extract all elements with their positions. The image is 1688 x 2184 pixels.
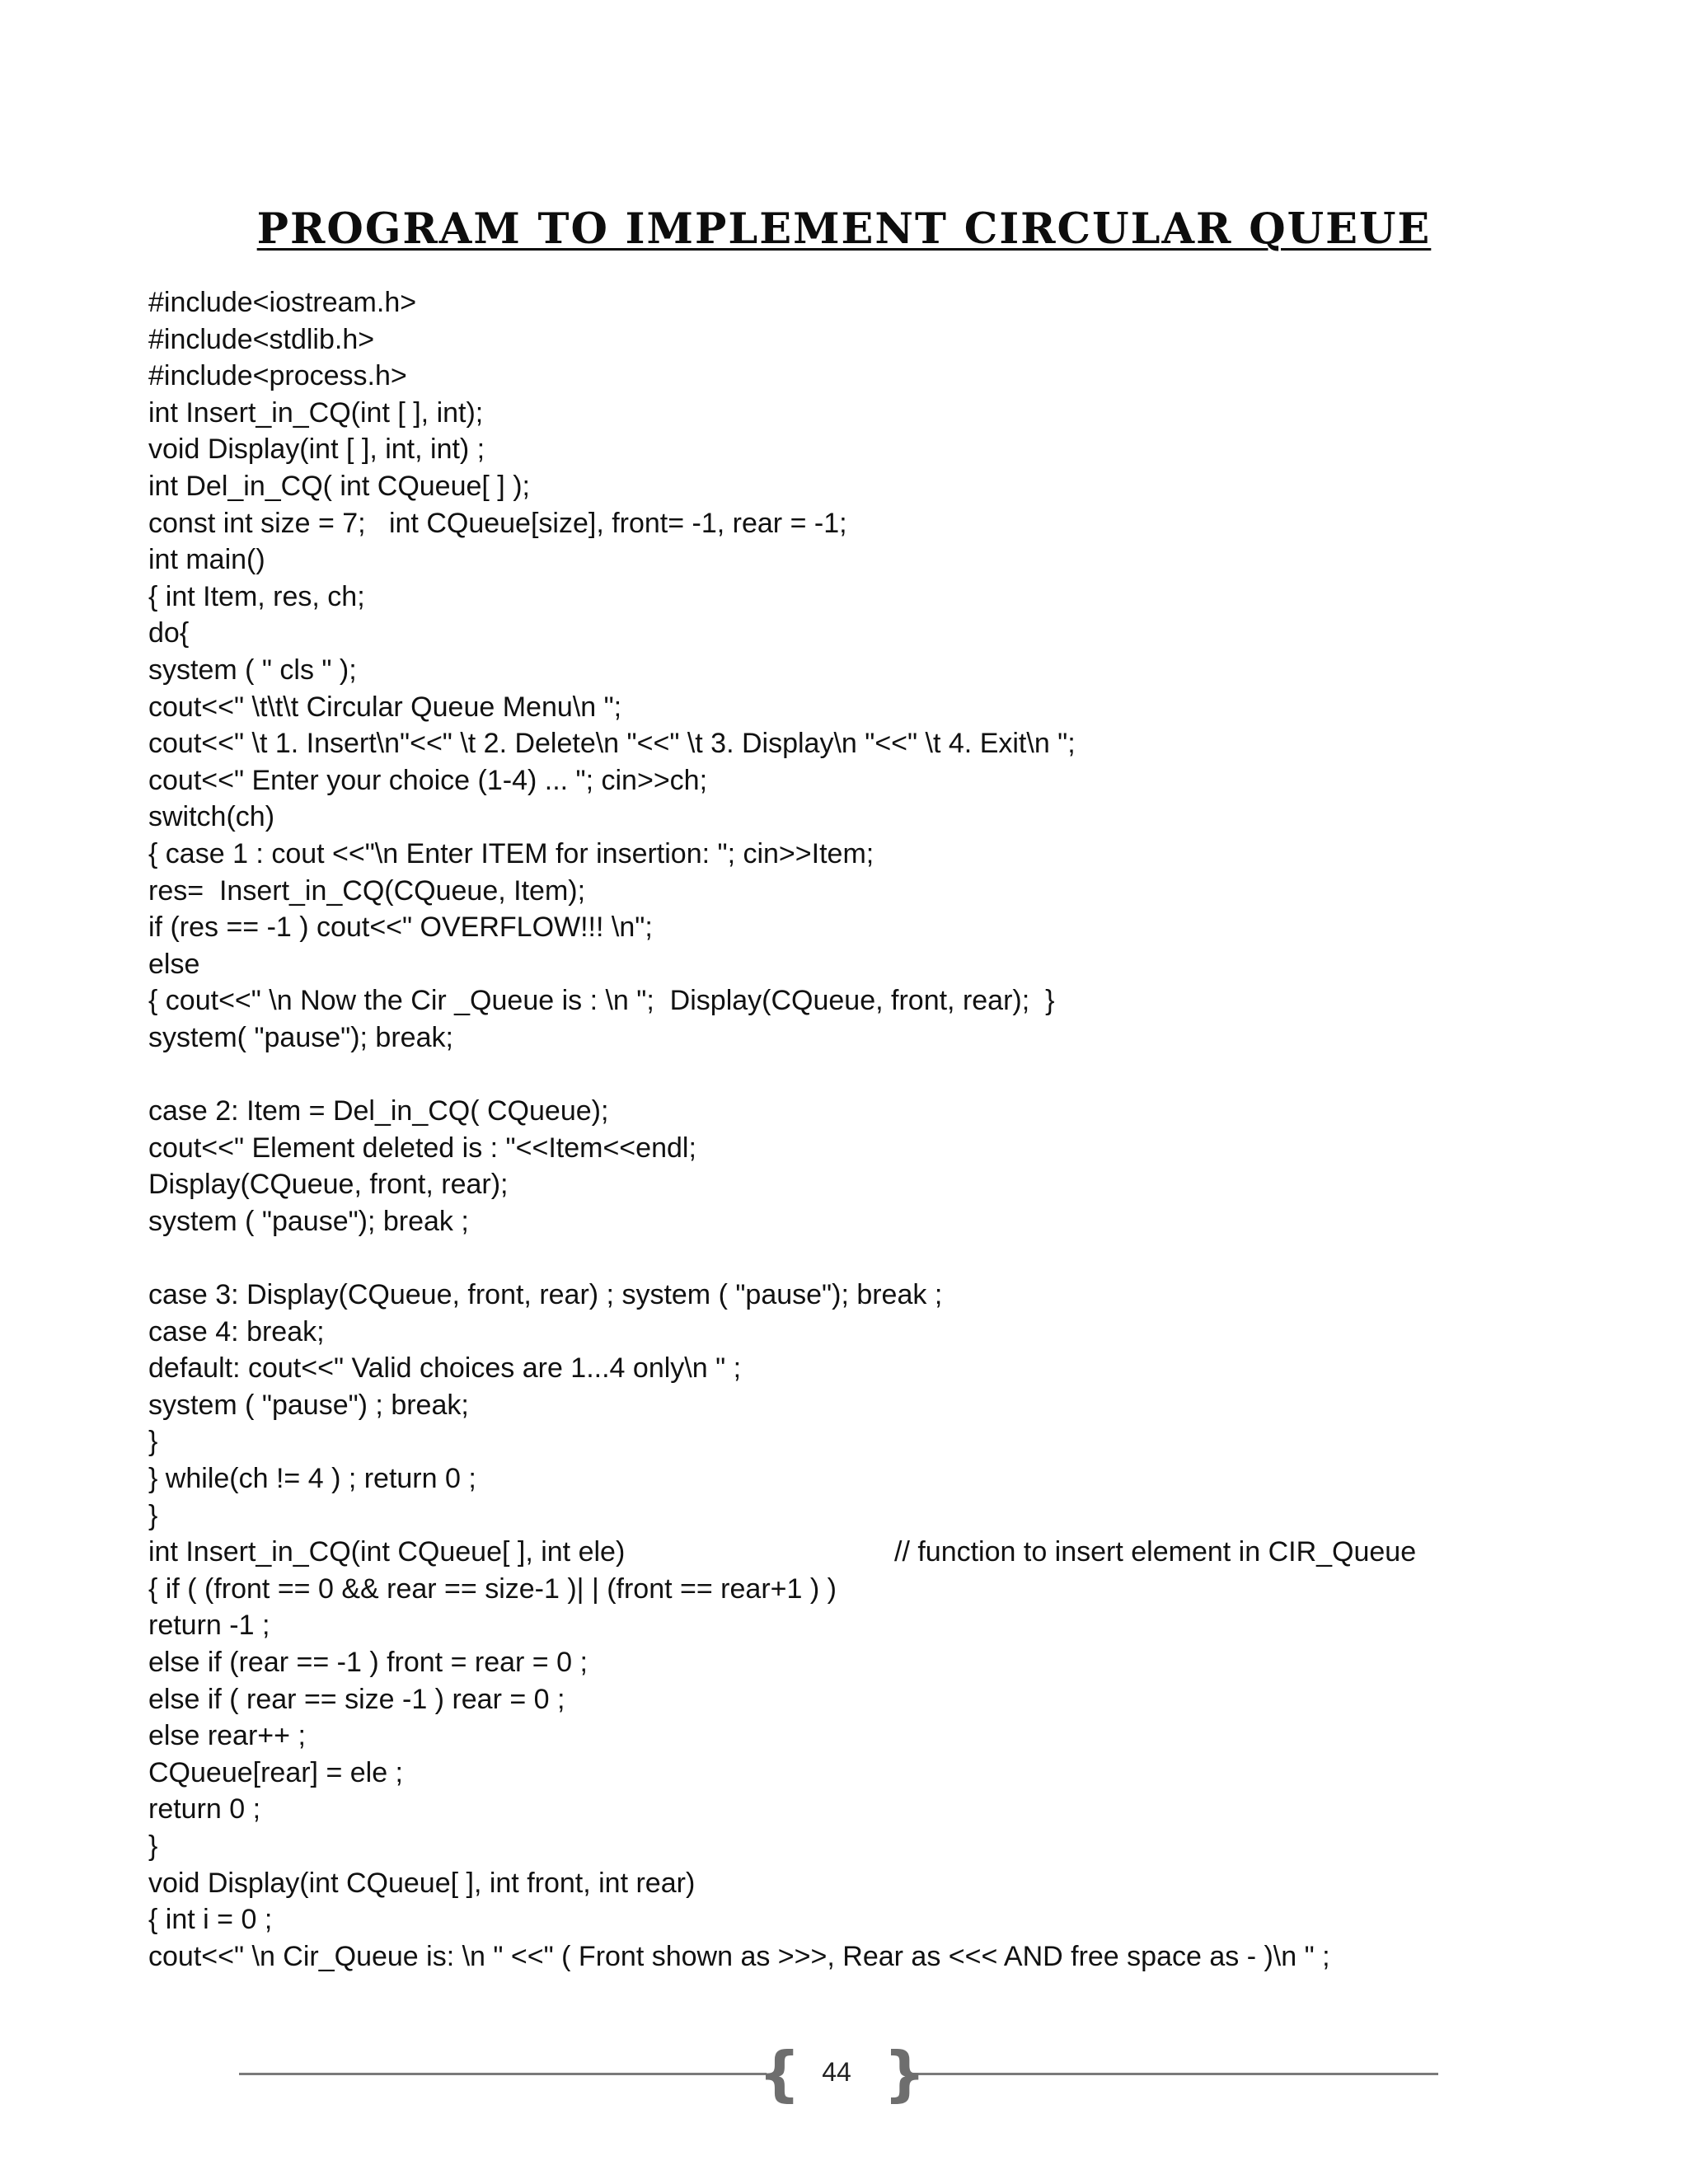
code-line: case 2: Item = Del_in_CQ( CQueue);: [148, 1095, 609, 1127]
code-line: #include<stdlib.h>: [148, 323, 375, 355]
code-line: const int size = 7; int CQueue[size], front= -1, rear = -1;: [148, 507, 847, 539]
code-line: if (res == -1 ) cout<<" OVERFLOW!!! \n";: [148, 912, 653, 944]
right-brace-icon: }: [884, 2039, 926, 2108]
code-line: cout<<" \n Cir_Queue is: \n " <<" ( Front shown as >>>, Rear as <<< AND free space as - )\n " ;: [148, 1940, 1330, 1972]
code-line: }: [148, 1426, 158, 1458]
code-line: void Display(int [ ], int, int) ;: [148, 434, 485, 466]
code-line: do{: [148, 617, 190, 649]
blank-line: [148, 1240, 1632, 1277]
code-line: { int Item, res, ch;: [148, 580, 365, 612]
code-line: switch(ch): [148, 801, 275, 833]
code-line: cout<<" \t\t\t Circular Queue Menu\n ";: [148, 691, 622, 723]
code-line: res= Insert_in_CQ(CQueue, Item);: [148, 874, 586, 907]
code-line: #include<process.h>: [148, 360, 407, 392]
code-line: } while(ch != 4 ) ; return 0 ;: [148, 1463, 476, 1494]
code-line: }: [148, 1830, 158, 1862]
page-title-text: PROGRAM TO IMPLEMENT CIRCULAR QUEUE: [256, 204, 1432, 254]
code-line: else rear++ ;: [148, 1720, 306, 1752]
code-listing: [148, 284, 1632, 1975]
code-line: default: cout<<" Valid choices are 1...4 only\n " ;: [148, 1352, 742, 1385]
footer-rule-left: [239, 2073, 767, 2075]
code-line: cout<<" \t 1. Insert\n"<<" \t 2. Delete\n "<<" \t 3. Display\n "<<" \t 4. Exit\n ";: [148, 728, 1076, 760]
code-line: int Del_in_CQ( int CQueue[ ] );: [148, 470, 530, 502]
code-line: else if (rear == -1 ) front = rear = 0 ;: [148, 1646, 588, 1678]
code-line: CQueue[rear] = ele ;: [148, 1756, 404, 1788]
code-line: { if ( (front == 0 && rear == size-1 )| | (front == rear+1 ) ): [148, 1572, 837, 1605]
code-line-with-comment: [148, 1534, 1632, 1571]
code-text: int Insert_in_CQ(int CQueue[ ], int ele): [148, 1536, 626, 1568]
code-line: }: [148, 1499, 158, 1531]
code-line: return 0 ;: [148, 1793, 261, 1825]
page-number: 44: [822, 2057, 851, 2087]
code-line: else: [148, 948, 200, 980]
blank-line: [148, 1056, 1632, 1093]
code-line: cout<<" Enter your choice (1-4) ... "; cin>>ch;: [148, 764, 708, 796]
code-line: system ( " cls " );: [148, 654, 357, 686]
code-line: else if ( rear == size -1 ) rear = 0 ;: [148, 1683, 565, 1715]
code-line: { int i = 0 ;: [148, 1904, 273, 1936]
code-line: cout<<" Element deleted is : "<<Item<<endl;: [148, 1132, 696, 1164]
code-comment: // function to insert element in CIR_Queue: [894, 1536, 1417, 1568]
code-line: int main(): [148, 544, 265, 576]
code-line: { cout<<" \n Now the Cir _Queue is : \n "; Display(CQueue, front, rear); }: [148, 985, 1055, 1017]
code-line: system ( "pause") ; break;: [148, 1389, 469, 1421]
code-line: system ( "pause"); break ;: [148, 1205, 469, 1237]
code-line: int Insert_in_CQ(int [ ], int);: [148, 396, 484, 429]
code-line: system( "pause"); break;: [148, 1021, 453, 1053]
code-line: return -1 ;: [148, 1610, 270, 1642]
page-title: [0, 204, 1688, 254]
left-brace-icon: {: [758, 2039, 801, 2108]
page-footer: [239, 2039, 1438, 2108]
code-line: void Display(int CQueue[ ], int front, int rear): [148, 1867, 696, 1899]
footer-rule-right: [907, 2073, 1438, 2075]
code-line: case 4: break;: [148, 1315, 325, 1347]
code-line: case 3: Display(CQueue, front, rear) ; system ( "pause"); break ;: [148, 1279, 943, 1311]
code-line: #include<iostream.h>: [148, 287, 417, 318]
code-line: { case 1 : cout <<"\n Enter ITEM for insertion: "; cin>>Item;: [148, 837, 874, 869]
code-line: Display(CQueue, front, rear);: [148, 1169, 509, 1201]
